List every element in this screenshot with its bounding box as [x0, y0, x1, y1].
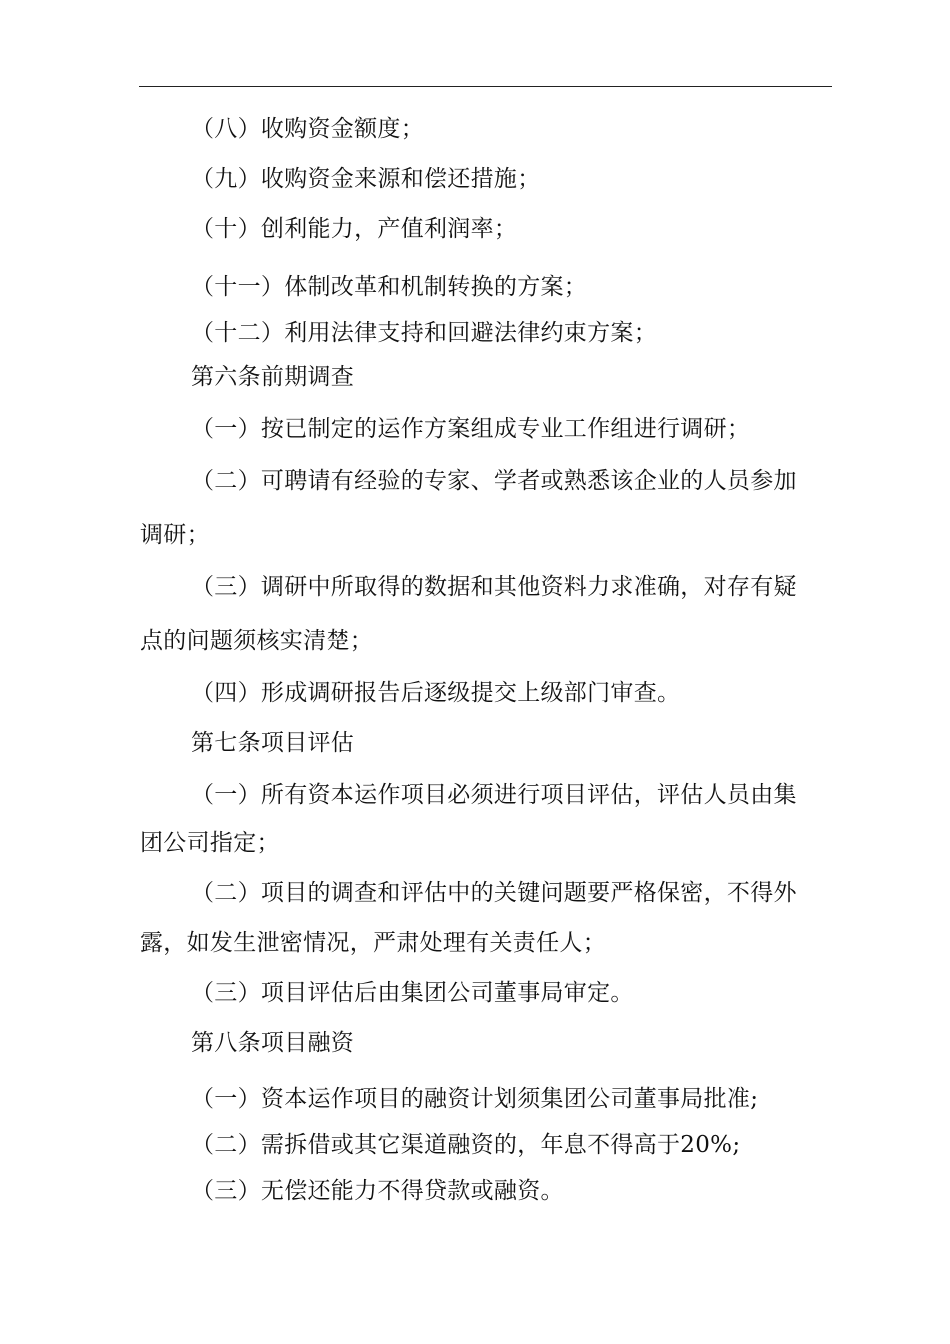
article-6-heading: 第六条前期调查 [191, 364, 355, 390]
article-8-heading: 第八条项目融资 [191, 1030, 355, 1056]
item-11-line: （十一）体制改革和机制转换的方案； [191, 274, 588, 300]
item-10-line: （十）创利能力，产值利润率； [191, 216, 518, 242]
header-rule [139, 86, 832, 87]
article-8-item-3: （三）无偿还能力不得贷款或融资。 [191, 1178, 564, 1204]
article-6-item-3-cont: 点的问题须核实清楚； [140, 628, 373, 654]
article-8-item-1: （一）资本运作项目的融资计划须集团公司董事局批准; [191, 1086, 759, 1112]
article-6-item-3: （三）调研中所取得的数据和其他资料力求准确，对存有疑 [191, 574, 797, 600]
article-6-item-2: （二）可聘请有经验的专家、学者或熟悉该企业的人员参加 [191, 468, 797, 494]
article-7-item-2-cont: 露，如发生泄密情况，严肃处理有关责任人； [140, 930, 606, 956]
article-7-item-1: （一）所有资本运作项目必须进行项目评估，评估人员由集 [191, 782, 797, 808]
article-6-item-1: （一）按已制定的运作方案组成专业工作组进行调研； [191, 416, 751, 442]
item-8-line: （八）收购资金额度； [191, 116, 424, 142]
article-6-item-4: （四）形成调研报告后逐级提交上级部门审查。 [191, 680, 681, 706]
article-7-item-1-cont: 团公司指定； [140, 830, 280, 856]
article-7-item-3: （三）项目评估后由集团公司董事局审定。 [191, 980, 634, 1006]
article-8-item-2: （二）需拆借或其它渠道融资的，年息不得高于20%; [191, 1132, 741, 1158]
article-7-heading: 第七条项目评估 [191, 730, 355, 756]
article-6-item-2-cont: 调研； [140, 522, 210, 548]
article-7-item-2: （二）项目的调查和评估中的关键问题要严格保密，不得外 [191, 880, 797, 906]
item-9-line: （九）收购资金来源和偿还措施； [191, 166, 541, 192]
item-12-line: （十二）利用法律支持和回避法律约束方案； [191, 320, 657, 346]
